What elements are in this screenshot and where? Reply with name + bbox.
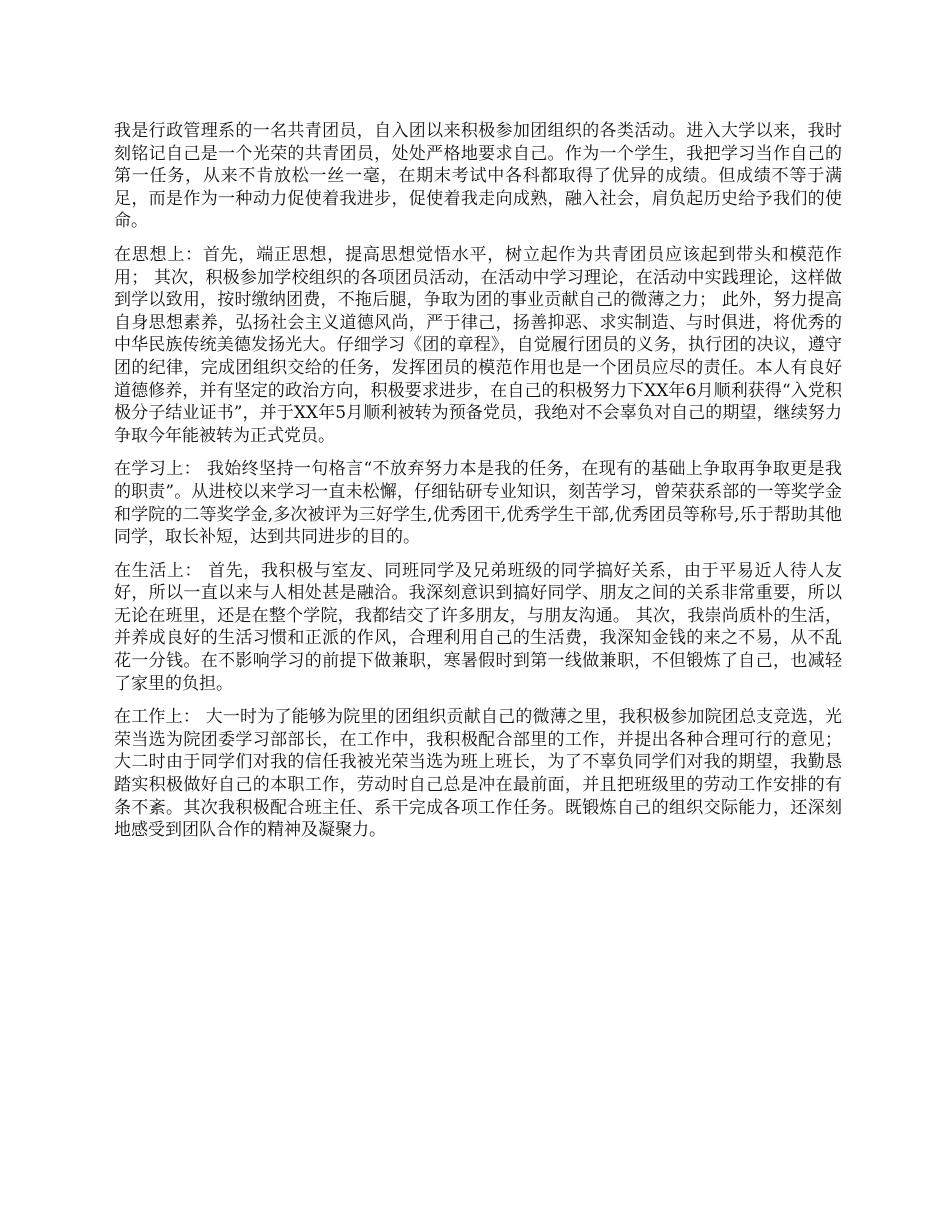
study-paragraph: 在学习上： 我始终坚持一句格言“不放弃努力本是我的任务，在现有的基础上争取再争取更是我的职责”。从进校以来学习一直未松懈，仔细钻研专业知识，刻苦学习，曾荣获系部的一等奖学金和学院的二等奖学金,多次被评为三好学生,优秀团干,优秀学生干部,优秀团员等称号,乐于帮助其他同学，取长补短，达到共同进步的目的。: [114, 459, 842, 548]
life-paragraph: 在生活上： 首先，我积极与室友、同班同学及兄弟班级的同学搞好关系，由于平易近人待人友好，所以一直以来与人相处甚是融洽。我深刻意识到搞好同学、朋友之间的关系非常重要，所以无论在班里，还是在整个学院，我都结交了许多朋友，与朋友沟通。 其次，我崇尚质朴的生活，并养成良好的生活习惯和正派的作风，合理利用自己的生活费，我深知金钱的来之不易，从不乱花一分钱。在不影响学习的前提下做兼职，寒暑假时到第一线做兼职，不但锻炼了自己，也减轻了家里的负担。: [114, 560, 842, 694]
work-paragraph: 在工作上： 大一时为了能够为院里的团组织贡献自己的微薄之里，我积极参加院团总支竞选，光荣当选为院团委学习部部长，在工作中，我积极配合部里的工作，并提出各种合理可行的意见； 大二时由于同学们对我的信任我被光荣当选为班上班长，为了不辜负同学们对我的期望，我勤恳踏实积极做好自己的本职工作，劳动时自己总是冲在最前面，并且把班级里的劳动工作安排的有条不紊。其次我积极配合班主任、系干完成各项工作任务。既锻炼自己的组织交际能力，还深刻地感受到团队合作的精神及凝聚力。: [114, 707, 842, 841]
ideology-paragraph: 在思想上：首先，端正思想，提高思想觉悟水平，树立起作为共青团员应该起到带头和模范作用； 其次，积极参加学校组织的各项团员活动，在活动中学习理论，在活动中实践理论，这样做到学以致用，按时缴纳团费，不拖后腿，争取为团的事业贡献自己的微薄之力； 此外，努力提高自身思想素养，弘扬社会主义道德风尚，严于律己，扬善抑恶、求实制造、与时俱进，将优秀的中华民族传统美德发扬光大。仔细学习《团的章程》，自觉履行团员的义务，执行团的决议，遵守团的纪律，完成团组织交给的任务，发挥团员的模范作用也是一个团员应尽的责任。本人有良好道德修养，并有坚定的政治方向，积极要求进步，在自己的积极努力下XX年6月顺利获得“入党积极分子结业证书”，并于XX年5月顺利被转为预备党员，我绝对不会辜负对自己的期望，继续努力争取今年能被转为正式党员。: [114, 244, 842, 446]
document-body: [114, 120, 842, 853]
intro-paragraph: 我是行政管理系的一名共青团员，自入团以来积极参加团组织的各类活动。进入大学以来，我时刻铭记自己是一个光荣的共青团员，处处严格地要求自己。作为一个学生，我把学习当作自己的第一任务，从来不肯放松一丝一毫，在期末考试中各科都取得了优异的成绩。但成绩不等于满足，而是作为一种动力促使着我进步，促使着我走向成熟，融入社会，肩负起历史给予我们的使命。: [114, 121, 842, 232]
